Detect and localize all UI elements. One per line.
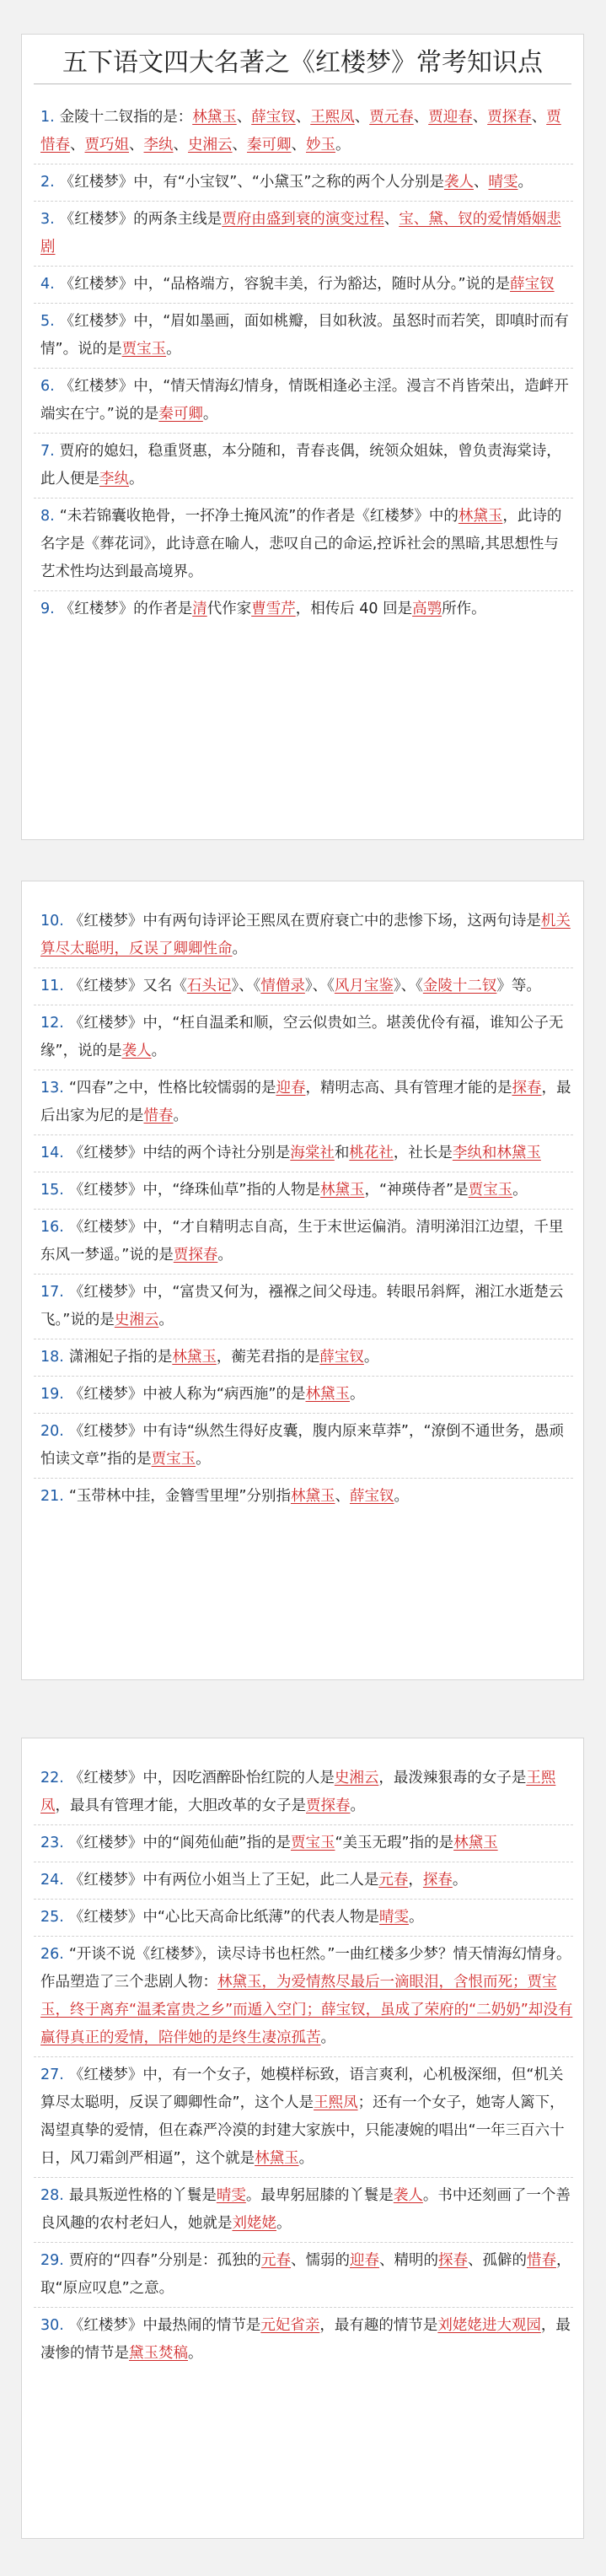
knowledge-item	[34, 1377, 573, 1414]
item-text: 《红楼梦》中，“富贵又何为，襁褓之间父母违。转眼吊斜辉，湘江水逝楚云飞。”说的是	[40, 1284, 564, 1328]
item-number: 29.	[40, 2252, 64, 2269]
item-text: 。最卑躬屈膝的丫鬟是	[245, 2187, 394, 2204]
item-text: 》、《	[393, 978, 423, 994]
item-list	[22, 881, 583, 1515]
answer-text: 元妃省亲	[260, 2317, 320, 2334]
item-text: 。	[173, 1107, 188, 1124]
answer-text: 清	[192, 601, 207, 617]
item-number: 20.	[40, 1423, 64, 1440]
item-text: 。	[363, 1349, 379, 1366]
answer-text: 秦可卿	[158, 406, 203, 423]
item-text: 、	[70, 137, 85, 154]
item-text: 。书中还刻画了一个善良风趣的农村老妇人，她就是	[40, 2187, 571, 2232]
knowledge-item	[34, 1825, 573, 1862]
item-number: 3.	[40, 211, 55, 228]
answer-text: 元春	[378, 1872, 409, 1889]
item-number: 21.	[40, 1488, 64, 1505]
card-section-2	[21, 881, 584, 1680]
answer-text: 探春	[512, 1080, 542, 1097]
item-text: “玉带林中挂，金簪雪里埋”分别指	[68, 1488, 291, 1505]
item-text: “美玉无瑕”指的是	[335, 1835, 454, 1851]
knowledge-item	[34, 2308, 573, 2372]
item-number: 22.	[40, 1770, 64, 1786]
answer-text: 高鹗	[412, 601, 442, 617]
item-text: 金陵十二钗指的是：	[59, 109, 193, 126]
answer-text: 贾迎春	[428, 109, 473, 126]
answer-text: 林黛玉，为爱情熬尽最后一滴眼泪，含恨而死；贾宝玉，终于离弃“温柔富贵之乡”而遁入空门；薛宝钗，虽成了荣府的“二奶奶”却没有赢得真正的爱情，陪伴她的是终生凄凉孤苦	[40, 1974, 573, 2046]
answer-text: 林黛玉	[319, 1182, 365, 1199]
item-text: ，最凄惨的情节是	[40, 2317, 571, 2362]
item-text: 。	[349, 1386, 365, 1403]
answer-text: 贾探春	[487, 109, 532, 126]
item-text: 。	[217, 1247, 233, 1264]
answer-text: 贾元春	[369, 109, 414, 126]
answer-text: 迎春	[349, 2252, 379, 2269]
item-number: 30.	[40, 2317, 64, 2334]
item-number: 16.	[40, 1219, 64, 1236]
item-text: 《红楼梦》中，“才自精明志自高，生于末世运偏消。清明涕泪江边望，千里东风一梦遥。”说的是	[40, 1219, 564, 1264]
answer-text: 薛宝钗	[251, 109, 296, 126]
answer-text: 惜春	[143, 1107, 174, 1124]
item-text: ，最后出家为尼的是	[40, 1080, 571, 1124]
item-number: 10.	[40, 913, 64, 930]
item-number: 2.	[40, 174, 55, 191]
item-text: 《红楼梦》中有两句诗评论王熙凤在贾府衰亡中的悲惨下场，这两句诗是	[68, 913, 541, 930]
item-text: 、	[531, 109, 547, 126]
knowledge-item	[34, 903, 573, 968]
item-text: 、	[413, 109, 429, 126]
answer-text: 林黛玉	[305, 1386, 350, 1403]
answer-text: 王熙凤	[314, 2094, 358, 2111]
item-text: 《红楼梦》中有诗“纵然生得好皮囊，腹内原来草莽”，“潦倒不通世务，愚顽怕读文章”指的是	[40, 1423, 565, 1468]
item-text: ，“神瑛侍者”是	[364, 1182, 469, 1199]
answer-text: 惜春	[526, 2252, 556, 2269]
item-text: 。	[335, 137, 351, 154]
answer-text: 情僧录	[260, 978, 305, 994]
answer-text: 王熙凤	[310, 109, 355, 126]
item-text: “开谈不说《红楼梦》，读尽诗书也枉然。”一曲红楼多少梦？情天情海幻情身。作品塑造了三个悲剧人物：	[40, 1946, 571, 1991]
item-text: 。	[232, 940, 247, 957]
knowledge-item	[34, 1172, 573, 1210]
item-text: 、	[472, 109, 488, 126]
item-text: 。	[151, 1043, 167, 1059]
item-number: 17.	[40, 1284, 64, 1301]
knowledge-item	[34, 1005, 573, 1070]
item-text: 。	[129, 471, 144, 488]
item-text: 《红楼梦》中的“阆苑仙葩”指的是	[68, 1835, 291, 1851]
item-text: 、	[173, 137, 188, 154]
knowledge-item	[34, 1414, 573, 1479]
item-text: ，取“原应叹息”之意。	[40, 2252, 571, 2297]
knowledge-item	[34, 2243, 573, 2308]
item-text: 。	[394, 1488, 409, 1505]
answer-text: 林黛玉	[290, 1488, 335, 1505]
item-number: 4.	[40, 276, 55, 293]
item-text: 。	[196, 1451, 211, 1468]
answer-text: 风月宝鉴	[334, 978, 394, 994]
answer-text: 贾府由盛到衰的演变过程	[222, 211, 384, 228]
item-text: 《红楼梦》中被人称为“病西施”的是	[68, 1386, 306, 1403]
page-title: 五下语文四大名著之《红楼梦》常考知识点	[62, 48, 543, 78]
item-text: 《红楼梦》中，“绛珠仙草”指的人物是	[68, 1182, 320, 1199]
item-text: 》等。	[496, 978, 541, 994]
answer-text: 贾探春	[306, 1797, 351, 1814]
answer-text: 贾巧姐	[84, 137, 129, 154]
item-number: 9.	[40, 601, 55, 617]
answer-text: 海棠社	[290, 1145, 335, 1161]
item-text: 所作。	[442, 601, 486, 617]
item-text: 潇湘妃子指的是	[68, 1349, 173, 1366]
answer-text: 元春	[260, 2252, 291, 2269]
card-section-1	[21, 34, 584, 840]
answer-text: 袭人	[393, 2187, 423, 2204]
knowledge-item	[34, 1275, 573, 1339]
item-text: “四春”之中，性格比较懦弱的是	[68, 1080, 276, 1097]
item-text: 《红楼梦》中，“情天情海幻情身，情既相逢必主淫。漫言不肖皆荣出，造衅开端实在宁。”说的是	[40, 378, 569, 423]
item-text: 、	[473, 174, 489, 191]
item-text: 、	[129, 137, 144, 154]
answer-text: 林黛玉	[255, 2150, 299, 2167]
item-text: ，此诗的名字是《葬花词》，此诗意在喻人，悲叹自己的命运,控诉社会的黑暗,其思想性与艺术性均达到最高境界。	[40, 508, 562, 580]
item-number: 18.	[40, 1349, 64, 1366]
item-text: 和	[334, 1145, 350, 1161]
item-number: 14.	[40, 1145, 64, 1161]
item-number: 1.	[40, 109, 55, 126]
item-text: 《红楼梦》中最热闹的情节是	[68, 2317, 261, 2334]
item-number: 7.	[40, 443, 55, 460]
item-text: 。	[202, 406, 218, 423]
item-text: 《红楼梦》中，有一个女子，她模样标致，语言爽利，心机极深细，但“机关算尽太聪明，反误了卿卿性命”，这个人是	[40, 2067, 564, 2111]
answer-text: 刘姥姥	[232, 2215, 276, 2232]
knowledge-item	[34, 164, 573, 202]
item-number: 25.	[40, 1909, 64, 1926]
item-text: 。	[276, 2215, 292, 2232]
knowledge-item	[34, 2178, 573, 2243]
knowledge-item	[34, 498, 573, 591]
item-text: 。	[166, 341, 181, 358]
item-text: 、	[232, 137, 247, 154]
item-text: “未若锦囊收艳骨，一抔净土掩风流”的作者是《红楼梦》中的	[59, 508, 459, 525]
item-number: 13.	[40, 1080, 64, 1097]
item-text: ，最泼辣狠毒的女子是	[378, 1770, 527, 1786]
answer-text: 贾宝玉	[290, 1835, 335, 1851]
item-text: 。	[452, 1872, 468, 1889]
item-number: 24.	[40, 1872, 64, 1889]
answer-text: 薛宝钗	[510, 276, 555, 293]
answer-text: 李纨和林黛玉	[452, 1145, 541, 1161]
item-text: 《红楼梦》中，“枉自温柔和顺，空云似贵如兰。堪羡优伶有福，谁知公子无缘”，说的是	[40, 1015, 564, 1059]
item-list	[22, 1738, 583, 2372]
item-text: ，最有趣的情节是	[319, 2317, 438, 2334]
item-text: 、	[295, 109, 311, 126]
item-text: ，	[408, 1872, 423, 1889]
item-text: 、精明的	[378, 2252, 438, 2269]
answer-text: 袭人	[121, 1043, 152, 1059]
item-text: 。	[320, 2029, 335, 2046]
answer-text: 贾宝玉	[121, 341, 167, 358]
knowledge-item	[34, 267, 573, 304]
answer-text: 史湘云	[114, 1312, 159, 1328]
answer-text: 李纨	[143, 137, 174, 154]
item-text: 《红楼梦》中，因吃酒醉卧怡红院的人是	[68, 1770, 335, 1786]
item-text: ，蘅芜君指的是	[216, 1349, 320, 1366]
answer-text: 妙玉	[306, 137, 335, 154]
answer-text: 林黛玉	[453, 1835, 498, 1851]
answer-text: 探春	[422, 1872, 453, 1889]
answer-text: 刘姥姥进大观园	[437, 2317, 541, 2334]
item-text: 《红楼梦》中“心比天高命比纸薄”的代表人物是	[68, 1909, 379, 1926]
item-text: 《红楼梦》的两条主线是	[59, 211, 223, 228]
item-text: 。	[298, 2150, 314, 2167]
knowledge-item	[34, 1900, 573, 1937]
answer-text: 桃花社	[349, 1145, 394, 1161]
knowledge-item	[34, 1339, 573, 1377]
answer-text: 薛宝钗	[349, 1488, 394, 1505]
answer-text: 王熙凤	[40, 1770, 556, 1814]
item-number: 6.	[40, 378, 55, 395]
item-text: 贾府的媳妇，稳重贤惠，本分随和，青春丧偶，统领众姐妹，曾负责海棠诗，此人便是	[40, 443, 561, 488]
answer-text: 晴雯	[378, 1909, 409, 1926]
item-text: ，最具有管理才能，大胆改革的女子是	[55, 1797, 306, 1814]
answer-text: 探春	[437, 2252, 468, 2269]
item-number: 26.	[40, 1946, 64, 1963]
item-text: 、	[383, 211, 400, 228]
answer-text: 机关算尽太聪明，反误了卿卿性命	[40, 913, 571, 957]
answer-text: 宝、黛、钗的爱情婚姻悲剧	[40, 211, 561, 256]
item-text: 、	[335, 1488, 350, 1505]
answer-text: 秦可卿	[247, 137, 292, 154]
item-text: 》、《	[304, 978, 335, 994]
answer-text: 金陵十二钗	[422, 978, 497, 994]
answer-text: 李纨	[99, 471, 129, 488]
item-text: 》、《	[231, 978, 261, 994]
answer-text: 林黛玉	[192, 109, 237, 126]
item-text: 代作家	[206, 601, 252, 617]
answer-text: 林黛玉	[458, 508, 503, 525]
item-text: ，相传后 40 回是	[295, 601, 413, 617]
answer-text: 袭人	[443, 174, 474, 191]
item-text: 《红楼梦》又名《	[68, 978, 187, 994]
item-text: 。	[408, 1909, 424, 1926]
item-text: ；还有一个女子，她寄人篱下，渴望真挚的爱情，但在森严冷漠的封建大家族中，只能凄婉的唱出“一年三百六十日，风刀霜剑严相逼”，这个就是	[40, 2094, 565, 2167]
item-text: 《红楼梦》的作者是	[59, 601, 193, 617]
knowledge-item	[34, 591, 573, 628]
item-text: 《红楼梦》中有两位小姐当上了王妃，此二人是	[68, 1872, 379, 1889]
knowledge-item	[34, 1760, 573, 1825]
knowledge-item	[34, 202, 573, 267]
item-text: 、	[354, 109, 370, 126]
knowledge-item	[34, 100, 573, 164]
item-text: 、	[236, 109, 252, 126]
item-text: 、	[291, 137, 306, 154]
item-text: 。	[158, 1312, 174, 1328]
item-text: 。	[518, 174, 533, 191]
answer-text: 史湘云	[334, 1770, 379, 1786]
knowledge-item	[34, 1479, 573, 1515]
knowledge-item	[34, 304, 573, 369]
answer-text: 石头记	[186, 978, 232, 994]
item-text: 《红楼梦》中结的两个诗社分别是	[68, 1145, 291, 1161]
answer-text: 晴雯	[488, 174, 518, 191]
item-text: ，精明志高、具有管理才能的是	[305, 1080, 512, 1097]
answer-text: 晴雯	[216, 2187, 246, 2204]
knowledge-item	[34, 1135, 573, 1172]
knowledge-item	[34, 369, 573, 434]
knowledge-item	[34, 1937, 573, 2057]
knowledge-item	[34, 968, 573, 1005]
answer-text: 黛玉焚稿	[129, 2345, 188, 2362]
knowledge-item	[34, 2057, 573, 2178]
item-text: 最具叛逆性格的丫鬟是	[68, 2187, 217, 2204]
answer-text: 薛宝钗	[319, 1349, 364, 1366]
knowledge-item	[34, 434, 573, 498]
item-text: ，社长是	[393, 1145, 453, 1161]
item-number: 5.	[40, 313, 55, 330]
answer-text: 贾宝玉	[468, 1182, 513, 1199]
item-text: 《红楼梦》中，“眉如墨画，面如桃瓣，目如秋波。虽怒时而若笑，即嗔时而有情”。说的是	[40, 313, 569, 358]
item-number: 19.	[40, 1386, 64, 1403]
answer-text: 林黛玉	[172, 1349, 217, 1366]
knowledge-item	[34, 1070, 573, 1135]
answer-text: 曹雪芹	[251, 601, 296, 617]
item-text: 《红楼梦》中，“品格端方，容貌丰美，行为豁达，随时从分。”说的是	[59, 276, 511, 293]
item-number: 28.	[40, 2187, 64, 2204]
item-text: 、懦弱的	[290, 2252, 350, 2269]
item-text: 贾府的“四春”分别是：孤独的	[68, 2252, 261, 2269]
item-text: 《红楼梦》中，有“小宝钗”、“小黛玉”之称的两个人分别是	[59, 174, 444, 191]
answer-text: 贾探春	[173, 1247, 218, 1264]
item-list	[22, 84, 583, 628]
item-number: 11.	[40, 978, 64, 994]
item-number: 27.	[40, 2067, 64, 2083]
answer-text: 史湘云	[188, 137, 233, 154]
item-text: 。	[512, 1182, 528, 1199]
item-number: 15.	[40, 1182, 64, 1199]
item-text: 、孤僻的	[467, 2252, 527, 2269]
item-text: 。	[350, 1797, 365, 1814]
answer-text: 贾宝玉	[151, 1451, 196, 1468]
knowledge-item	[34, 1862, 573, 1900]
card-section-3	[21, 1738, 584, 2539]
item-number: 8.	[40, 508, 55, 525]
knowledge-item	[34, 1210, 573, 1275]
answer-text: 贾惜春	[40, 109, 561, 154]
item-text: 。	[188, 2345, 203, 2362]
item-number: 12.	[40, 1015, 64, 1032]
answer-text: 迎春	[276, 1080, 306, 1097]
item-number: 23.	[40, 1835, 64, 1851]
